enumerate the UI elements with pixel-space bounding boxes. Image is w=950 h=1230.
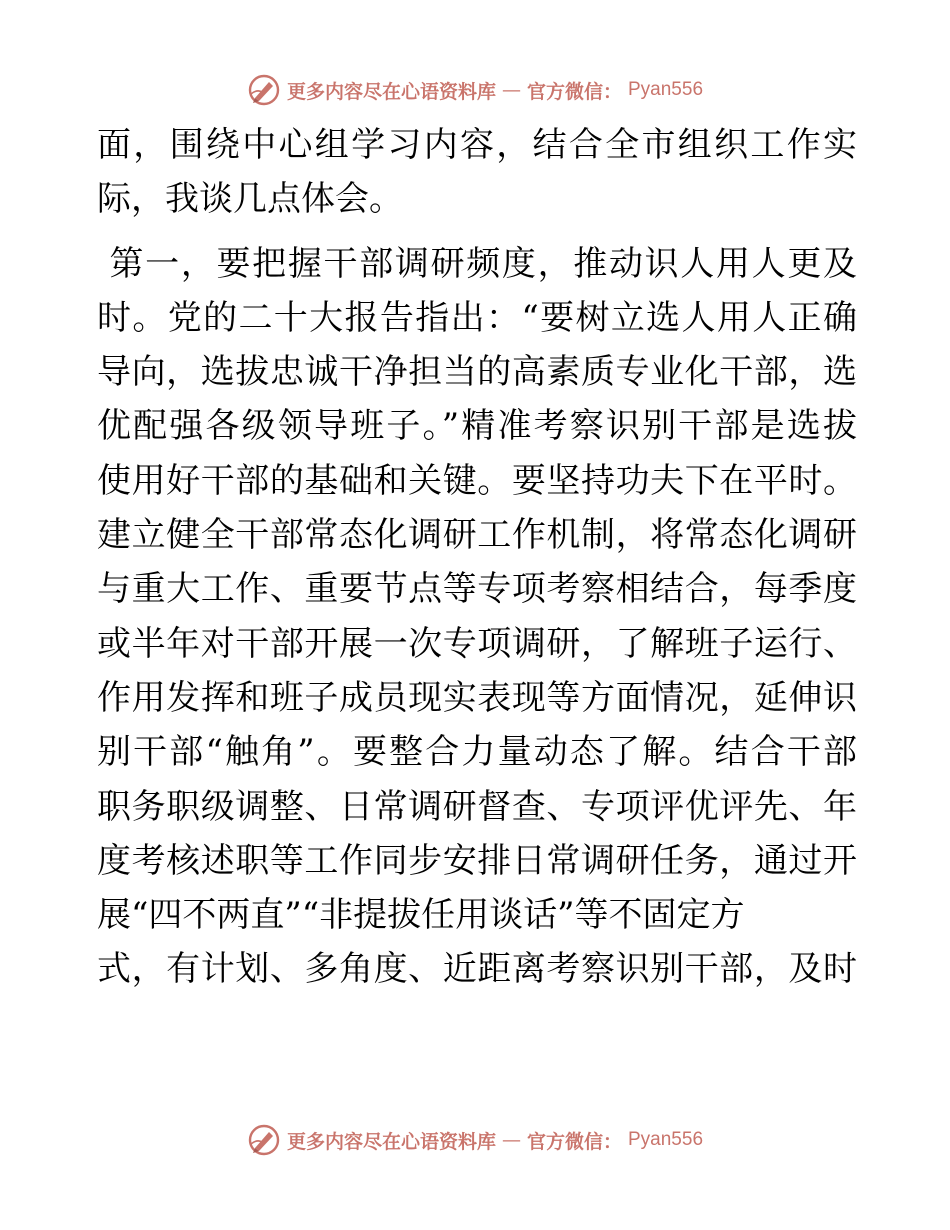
watermark-text: 更多内容尽在心语资料库 (286, 1130, 496, 1153)
text-line: 第一，要把握干部调研频度，推动识人用人更及 (97, 243, 857, 284)
text-line: 与重大工作、重要节点等专项考察相结合，每季度 (97, 569, 857, 610)
paragraph (97, 237, 857, 997)
pen-logo-icon (247, 73, 281, 107)
text-line: 时。党的二十大报告指出：“要树立选人用人正确 (97, 297, 857, 338)
watermark-wechat-id: Pyan556 (628, 79, 704, 100)
watermark-separator: — (501, 1129, 521, 1151)
footer-watermark (0, 1120, 950, 1160)
text-line: 职务职级调整、日常调研督查、专项评优评先、年 (97, 786, 857, 827)
watermark-separator: — (501, 79, 521, 101)
pen-logo-icon (247, 1123, 281, 1157)
watermark-wechat-label: 官方微信： (526, 1130, 622, 1153)
document-body (97, 118, 857, 997)
text-line: 度考核述职等工作同步安排日常调研任务，通过开 (97, 840, 857, 881)
text-line: 式，有计划、多角度、近距离考察识别干部，及时 (97, 949, 857, 990)
text-line: 别干部“触角”。要整合力量动态了解。结合干部 (97, 732, 857, 773)
text-line: 优配强各级领导班子。”精准考察识别干部是选拔 (97, 406, 857, 447)
watermark-wechat-label: 官方微信： (526, 80, 622, 103)
watermark-wechat-id: Pyan556 (628, 1129, 704, 1150)
text-line: 导向，选拔忠诚干净担当的高素质专业化干部，选 (97, 352, 857, 393)
text-line: 使用好干部的基础和关键。要坚持功夫下在平时。 (97, 460, 857, 501)
paragraph (97, 118, 857, 227)
watermark-text: 更多内容尽在心语资料库 (286, 80, 496, 103)
text-line: 建立健全干部常态化调研工作机制，将常态化调研 (97, 515, 857, 556)
text-line: 作用发挥和班子成员现实表现等方面情况，延伸识 (97, 677, 857, 718)
text-line: 际，我谈几点体会。 (97, 179, 403, 220)
text-line: 展“四不两直”“非提拔任用谈话”等不固定方 (97, 895, 745, 936)
text-line: 或半年对干部开展一次专项调研，了解班子运行、 (97, 623, 857, 664)
text-line: 面，围绕中心组学习内容，结合全市组织工作实 (97, 125, 857, 165)
header-watermark (0, 70, 950, 110)
